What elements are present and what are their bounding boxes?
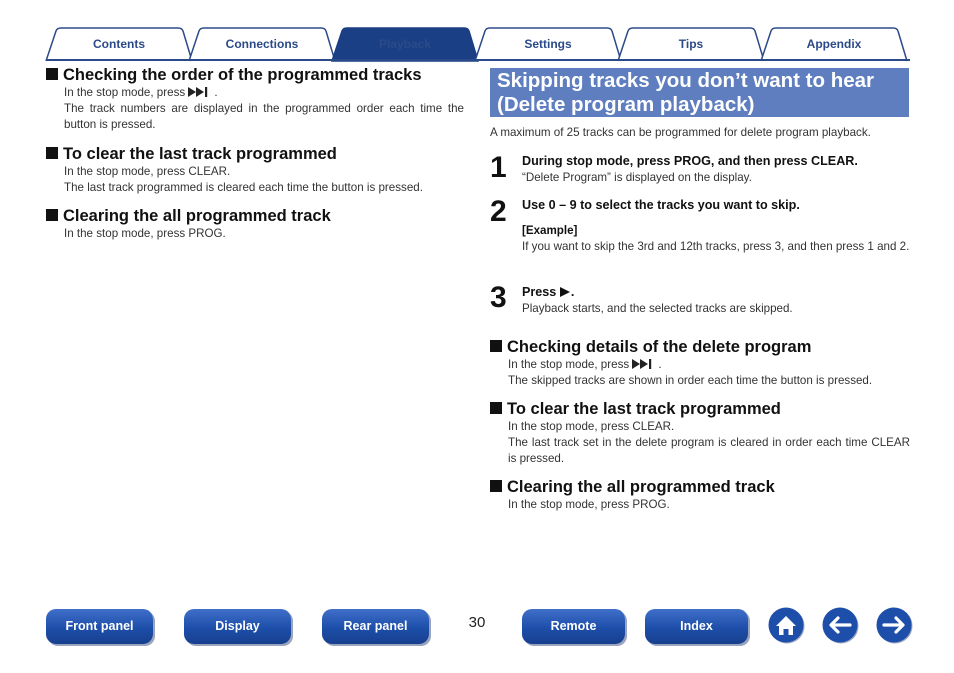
- tab-bar: [46, 27, 910, 61]
- tab-label: Tips: [678, 37, 704, 51]
- index-button[interactable]: Index: [645, 609, 748, 644]
- step-text: If you want to skip the 3rd and 12th tracks, press 3, and then press 1 and 2.: [522, 240, 910, 253]
- tab-tips[interactable]: [618, 27, 764, 61]
- front-panel-button[interactable]: Front panel: [46, 609, 153, 644]
- tab-label: Appendix: [806, 37, 862, 51]
- square-bullet-icon: [46, 68, 58, 80]
- instruction-text: In the stop mode, press CLEAR.: [64, 165, 231, 178]
- description-text: The skipped tracks are shown in order each time the button is pressed.: [508, 374, 873, 387]
- tab-playback[interactable]: [332, 27, 478, 61]
- page-number: 30: [468, 614, 486, 631]
- skip-forward-icon: [632, 359, 658, 369]
- forward-arrow-icon[interactable]: [876, 607, 913, 644]
- tab-label: Contents: [93, 37, 145, 51]
- tab-label: Connections: [225, 37, 299, 51]
- section-heading: Clearing the all programmed track: [46, 206, 464, 226]
- description-text: The track numbers are displayed in the programmed order each time the button is pressed.: [64, 102, 464, 131]
- step-1: [522, 153, 910, 186]
- instruction-text: In the stop mode, press PROG.: [508, 498, 670, 511]
- step-title: Use 0 – 9 to select the tracks you want to skip.: [522, 198, 800, 212]
- step-text: Playback starts, and the selected tracks are skipped.: [522, 302, 793, 315]
- square-bullet-icon: [46, 209, 58, 221]
- section-heading: Checking the order of the programmed tracks: [46, 65, 464, 85]
- instruction-text: In the stop mode, press .: [64, 86, 218, 99]
- left-column: [46, 65, 464, 242]
- square-bullet-icon: [490, 480, 502, 492]
- rear-panel-button[interactable]: Rear panel: [322, 609, 429, 644]
- right-subsections: [490, 337, 910, 513]
- step-number: 3: [490, 281, 507, 314]
- description-text: The last track programmed is cleared each time the button is pressed.: [64, 181, 423, 194]
- step-3: [522, 284, 910, 317]
- description-text: The last track set in the delete program is cleared in order each time CLEAR is pressed.: [508, 436, 910, 465]
- step-number: 2: [490, 195, 507, 228]
- skip-forward-icon: [188, 87, 214, 97]
- display-button[interactable]: Display: [184, 609, 291, 644]
- example-label: [Example]: [522, 224, 578, 237]
- back-arrow-icon[interactable]: [822, 607, 859, 644]
- tab-baseline: [46, 59, 910, 61]
- section-heading: Clearing the all programmed track: [490, 477, 910, 497]
- square-bullet-icon: [46, 147, 58, 159]
- step-title: During stop mode, press PROG, and then press CLEAR.: [522, 154, 858, 168]
- square-bullet-icon: [490, 340, 502, 352]
- tab-label: Settings: [524, 37, 572, 51]
- intro-text: A maximum of 25 tracks can be programmed for delete program playback.: [490, 126, 871, 139]
- play-icon: [560, 287, 571, 297]
- tab-settings[interactable]: [475, 27, 621, 61]
- square-bullet-icon: [490, 402, 502, 414]
- instruction-text: In the stop mode, press .: [508, 358, 662, 371]
- step-title: Press .: [522, 285, 575, 299]
- step-2: [522, 197, 910, 255]
- section-title: Skipping tracks you don’t want to hear (Delete program playback): [497, 69, 875, 116]
- remote-button[interactable]: Remote: [522, 609, 625, 644]
- tab-connections[interactable]: [189, 27, 335, 61]
- home-icon[interactable]: [768, 607, 805, 644]
- tab-appendix[interactable]: [761, 27, 907, 61]
- instruction-text: In the stop mode, press PROG.: [64, 227, 226, 240]
- section-heading: To clear the last track programmed: [46, 144, 464, 164]
- tab-contents[interactable]: [46, 27, 192, 61]
- instruction-text: In the stop mode, press CLEAR.: [508, 420, 675, 433]
- section-heading: To clear the last track programmed: [490, 399, 910, 419]
- step-number: 1: [490, 151, 507, 184]
- section-heading: Checking details of the delete program: [490, 337, 910, 357]
- section-title-box: [490, 68, 909, 117]
- tab-label: Playback: [378, 37, 432, 51]
- right-column: [490, 125, 910, 141]
- step-text: “Delete Program” is displayed on the display.: [522, 171, 752, 184]
